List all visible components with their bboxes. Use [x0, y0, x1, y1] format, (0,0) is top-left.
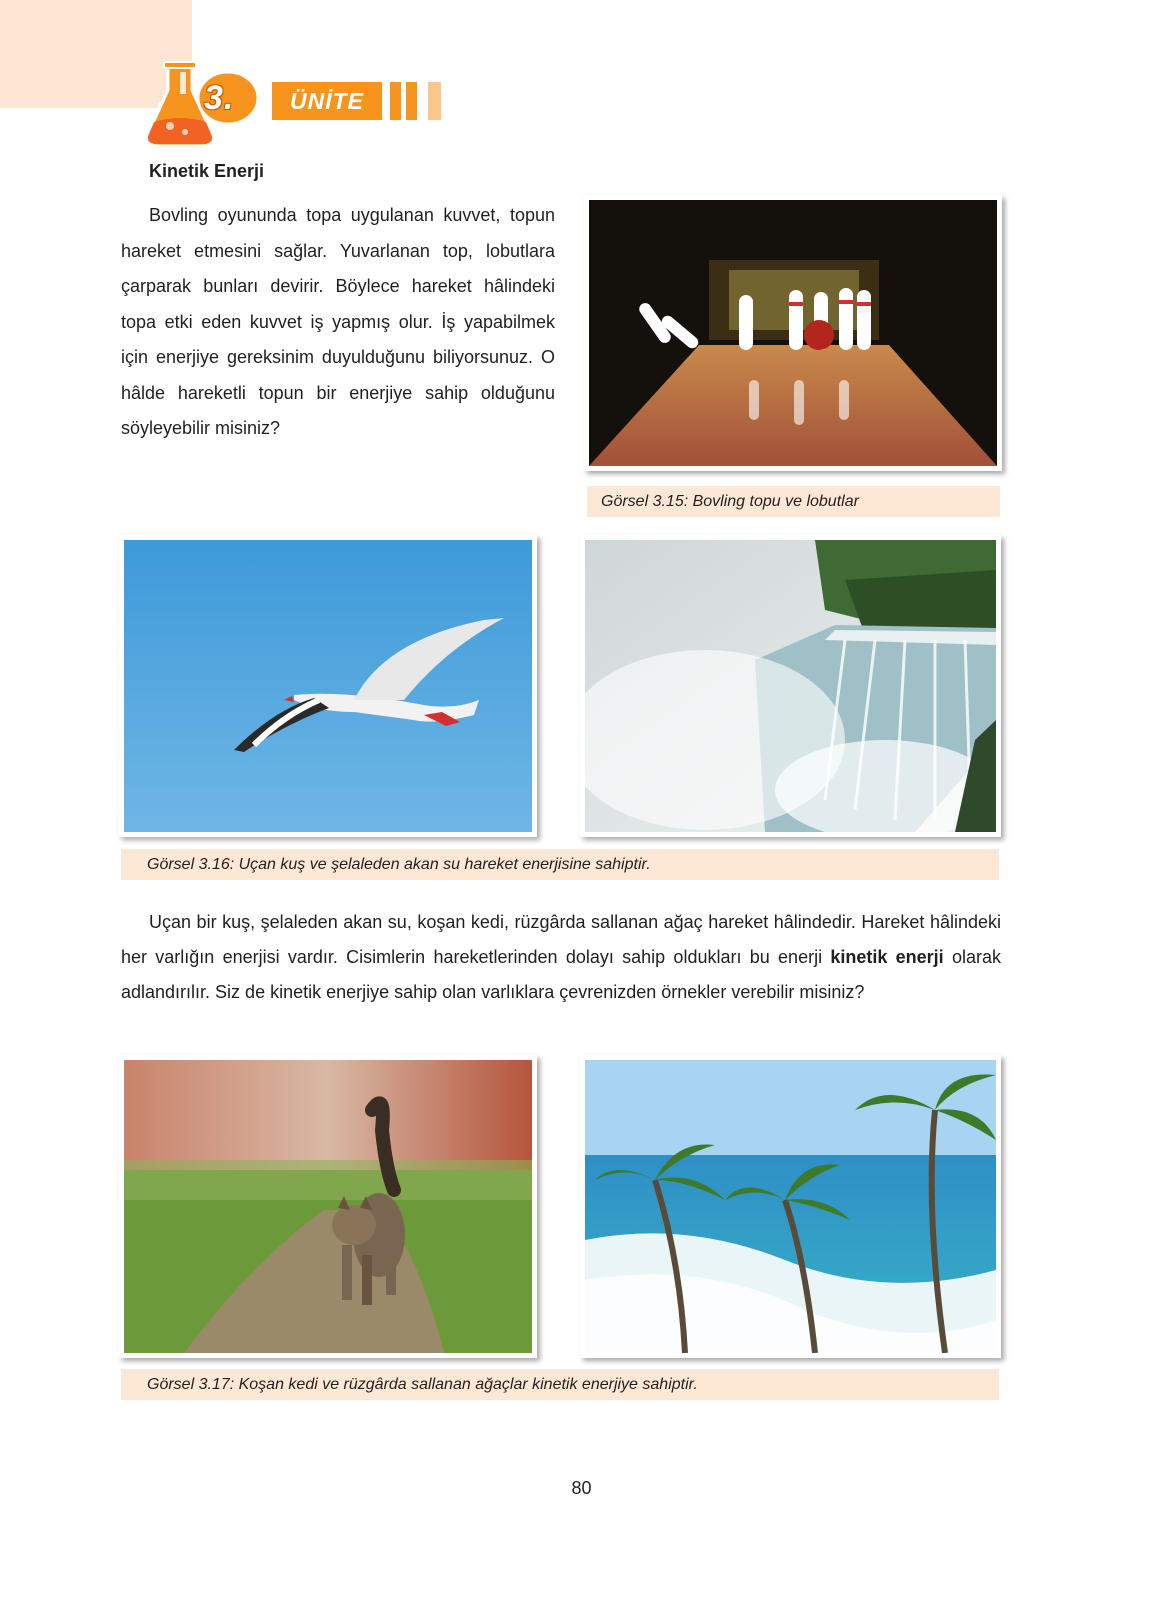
unit-label: ÜNİTE [272, 82, 382, 120]
seagull-photo [119, 535, 537, 837]
header-bar [428, 82, 441, 120]
section-heading: Kinetik Enerji [149, 161, 265, 181]
body-text: olarak adlandırılır. Siz de kinetik enerjiye sahip olan varlıklara çevrenizden örnekler verebilir misiniz? [121, 947, 1001, 1002]
body-text: Uçan bir kuş, şelaleden akan su, koşan kedi, rüzgârda sallanan ağaç hareket hâlindedir. Hareket hâlindeki her varlığın enerjisi vardır. Cisimlerin hareketlerinden dolayı sahip oldukları bu enerji [121, 912, 1001, 967]
header-bar [390, 82, 401, 120]
bowling-photo [584, 195, 1002, 471]
waterfall-photo [580, 535, 1001, 837]
figure-caption: Görsel 3.17: Koşan kedi ve rüzgârda sallanan ağaçlar kinetik enerjiye sahiptir. [121, 1369, 999, 1400]
figure-caption: Görsel 3.16: Uçan kuş ve şelaleden akan su hareket enerjisine sahiptir. [121, 849, 999, 880]
page-number: 80 [571, 1478, 592, 1498]
header-bar [406, 82, 417, 120]
header-line [0, 102, 158, 108]
cat-photo [119, 1055, 537, 1358]
key-term: kinetik enerji [830, 947, 944, 967]
palm-trees-photo [580, 1055, 1001, 1358]
intro-paragraph: Bovling oyununda topa uygulanan kuvvet, topun hareket etmesini sağlar. Yuvarlanan top, lobutlara çarparak bunları devirir. Böylece hareket hâlindeki topa etki eden kuvvet iş yapmış olur. İş yapabilmek için enerjiye gereksinim duyulduğunu biliyorsunuz. O hâlde hareketli topun bir enerjiye sahip olduğunu söyleyebilir misiniz? [121, 205, 555, 438]
body-paragraph [121, 905, 1001, 1010]
figure-caption: Görsel 3.15: Bovling topu ve lobutlar [587, 486, 1000, 517]
unit-number: 3. [204, 79, 235, 117]
